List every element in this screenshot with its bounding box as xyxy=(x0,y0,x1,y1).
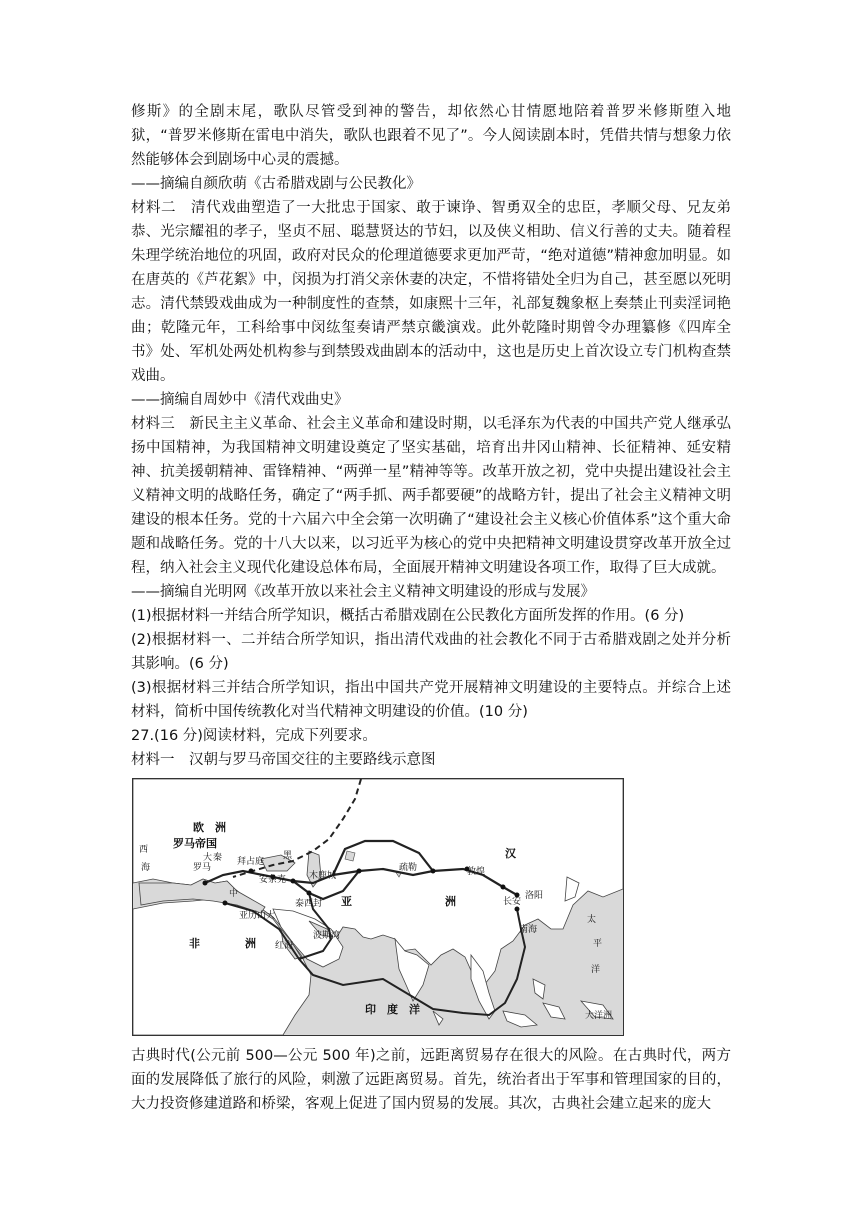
source-citation-1: ——摘编自颜欣萌《古希腊戏剧与公民教化》 xyxy=(131,176,421,192)
label-pacific-a: 太 xyxy=(587,915,597,925)
question-1: (1)根据材料一并结合所学知识，概括古希腊戏剧在公民教化方面所发挥的作用。(6 分) xyxy=(131,608,685,624)
map-drawing xyxy=(133,779,623,1035)
paragraph-material3: 材料三 新民主主义革命、社会主义革命和建设时期，以毛泽东为代表的中国共产党人继承弘扬中国精神，为我国精神文明建设奠定了坚实基础，培育出井冈山精神、长征精神、延安精神、抗美援朝精神、雷锋精神、“两弹一星”精神等等。改革开放之初，党中央提出建设社会主义精神文明的战略任务，确定了“两手抓、两手都要硬”的战略方针，提出了社会主义精神文明建设的根本任务。党的十六届六中全会第一次明确了“建设社会主义核心价值体系”这个重大命题和战略任务。党的十八大以来，以习近平为核心的党中央把精神文明建设贯穿改革开放全过程，纳入社会主义现代化建设总体布局，全面展开精神文明建设各项工作，取得了巨大成就。 xyxy=(131,416,731,576)
source-citation-3: ——摘编自光明网《改革开放以来社会主义精神文明建设的形成与发展》 xyxy=(131,584,595,600)
material1-caption: 材料一 汉朝与罗马帝国交往的主要路线示意图 xyxy=(131,752,436,768)
label-mediterranean: 中 xyxy=(229,889,239,899)
label-oceania: 大洋洲 xyxy=(585,1011,613,1021)
source-citation-2: ——摘编自周妙中《清代戏曲史》 xyxy=(131,392,349,408)
label-indian-ocean: 印 度 洋 xyxy=(365,1003,420,1016)
paragraph-material1-end: 修斯》的全剧末尾，歌队尽管受到神的警告，却依然心甘情愿地陪着普罗米修斯堕入地狱，“普罗米修斯在雷电中消失，歌队也跟着不见了”。今人阅读剧本时，凭借共情与想象力依然能够体会到剧场中心灵的震撼。 xyxy=(131,104,731,168)
label-rome: 罗马 xyxy=(193,863,212,873)
paragraph-classical-trade: 古典时代(公元前 500—公元 500 年)之前，远距离贸易存在很大的风险。在古典时代，两方面的发展降低了旅行的风险，刺激了远距离贸易。首先，统治者出于军事和管理国家的目的，大力投资修建道路和桥梁，客观上促进了国内贸易的发展。其次，古典社会建立起来的庞大 xyxy=(131,1048,731,1112)
label-black-sea: 黑 xyxy=(283,851,293,861)
question-27-heading: 27.(16 分)阅读材料，完成下列要求。 xyxy=(131,728,377,744)
label-pacific-c: 洋 xyxy=(591,965,601,975)
label-asia-b: 洲 xyxy=(445,895,456,908)
label-qin: 秦 xyxy=(213,853,223,863)
document-body xyxy=(131,100,731,1116)
label-luoyang: 洛阳 xyxy=(525,891,544,901)
label-han: 汉 xyxy=(505,847,516,860)
label-changan: 长安 xyxy=(503,897,522,907)
label-antioch: 安条克 xyxy=(259,875,287,885)
question-3: (3)根据材料三并结合所学知识，指出中国共产党开展精神文明建设的主要特点。并综合上述材料，简析中国传统教化对当代精神文明建设的价值。(10 分) xyxy=(131,680,731,720)
label-africa-b: 洲 xyxy=(245,937,256,950)
label-red-sea: 红海 xyxy=(275,941,294,951)
label-west: 西 xyxy=(139,845,149,855)
question-2: (2)根据材料一、二并结合所学知识，指出清代戏曲的社会教化不同于古希腊戏剧之处并分析其影响。(6 分) xyxy=(131,632,731,672)
label-byzantium: 拜占庭 xyxy=(237,857,265,867)
label-rome-empire: 罗马帝国 xyxy=(173,837,217,850)
label-dunhuang: 敦煌 xyxy=(467,867,486,877)
label-persian-gulf: 波斯湾 xyxy=(313,931,341,941)
silk-road-map xyxy=(132,778,624,1036)
label-daqin: 大 xyxy=(203,853,213,863)
label-nanhai: 南海 xyxy=(519,925,538,935)
label-ctesiphon: 泰西封 xyxy=(295,899,323,909)
label-mulu: 木鹿城 xyxy=(309,871,337,881)
label-europe: 欧 洲 xyxy=(193,821,226,834)
label-kashgar: 疏勒 xyxy=(399,863,418,873)
label-alexandria: 亚历山大 xyxy=(239,911,276,921)
label-pacific-b: 平 xyxy=(593,939,603,949)
label-asia-a: 亚 xyxy=(341,895,352,908)
paragraph-material2: 材料二 清代戏曲塑造了一大批忠于国家、敢于谏诤、智勇双全的忠臣，孝顺父母、兄友弟恭、光宗耀祖的孝子，坚贞不屈、聪慧贤达的节妇，以及侠义相助、信义行善的丈夫。随着程朱理学统治地位的巩固，政府对民众的伦理道德要求更加严苛，“绝对道德”精神愈加明显。如在唐英的《芦花絮》中，闵损为打消父亲休妻的决定，不惜将错处全归为自己，甚至愿以死明志。清代禁毁戏曲成为一种制度性的查禁，如康熙十三年，礼部复魏象枢上奏禁止刊卖淫词艳曲；乾隆元年，工科给事中闵纮玺奏请严禁京畿演戏。此外乾隆时期曾令办理纂修《四库全书》处、军机处两处机构参与到禁毁戏曲剧本的活动中，这也是历史上首次设立专门机构查禁戏曲。 xyxy=(131,200,731,384)
label-sea: 海 xyxy=(141,863,151,873)
label-africa-a: 非 xyxy=(189,937,200,950)
